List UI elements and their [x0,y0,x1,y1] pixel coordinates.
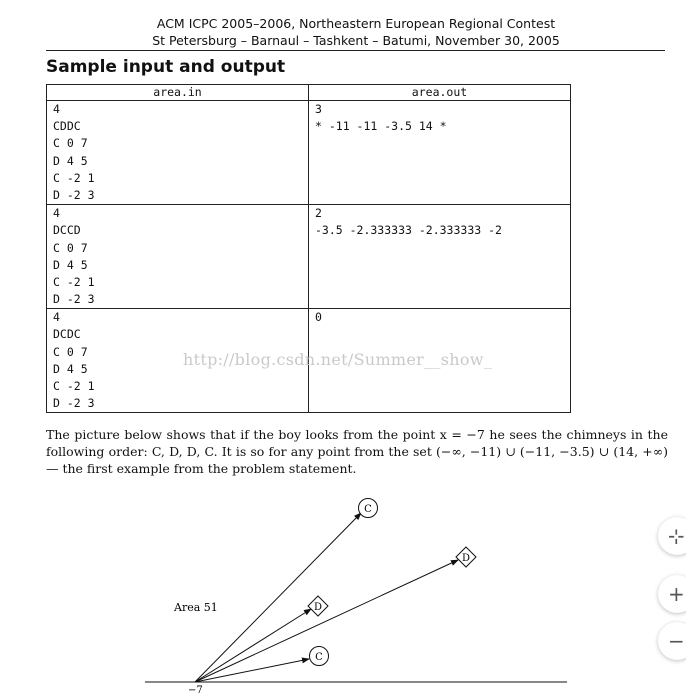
input-line: DCDC [53,327,81,342]
column-header-out: area.out [309,85,571,101]
section-title: Sample input and output [46,57,286,77]
input-line: D 4 5 [53,361,88,376]
chimney-diagram [0,488,686,700]
view-ray [195,513,361,682]
input-line: C -2 1 [53,379,95,393]
view-ray [195,609,311,682]
expand-icon: ⊹ [668,524,685,548]
input-line: C 0 7 [53,136,88,151]
marker-label: C [315,652,323,663]
plus-icon: + [668,582,685,606]
output-cell [309,205,571,309]
header-line-2: St Petersburg – Barnaul – Tashkent – Batumi, November 30, 2005 [152,33,560,48]
input-line: 4 [53,206,60,221]
chimney-d-marker [456,547,476,567]
input-line: D -2 3 [53,187,95,202]
input-line: D 4 5 [53,257,88,272]
origin-label: −7 [188,685,203,696]
input-line: C 0 7 [53,344,88,359]
input-line: DCCD [53,223,81,238]
watermark: http://blog.csdn.net/Summer__show_ [183,350,493,369]
marker-label: C [364,504,372,515]
input-line: C -2 1 [53,170,95,185]
view-ray [195,560,458,682]
output-cell [309,101,571,205]
input-line: C 0 7 [53,240,88,255]
marker-label: D [461,553,471,564]
input-cell [47,205,309,309]
input-line: C -2 1 [53,274,95,289]
input-line: 4 [53,102,60,116]
area-label: Area 51 [174,601,218,614]
chimney-c-marker [359,499,378,518]
output-line: 3 [315,102,322,116]
body-paragraph: The picture below shows that if the boy looks from the point x = −7 he sees the chimneys in the following order: C, D, D, C. It is so for any point from the set (−∞, −11) ∪ (−11, −3.5) ∪ (14, +∞) — the first example from the problem statement. [46,427,668,476]
input-line: CDDC [53,119,81,134]
output-line: 2 [315,206,322,221]
marker-label: D [313,602,323,613]
minus-icon: − [668,629,685,653]
chimney-c-marker [310,647,329,666]
output-line: -3.5 -2.333333 -2.333333 -2 [315,223,502,238]
header-line-1: ACM ICPC 2005–2006, Northeastern European Regional Contest [156,16,556,31]
table-row [47,205,571,309]
input-line: D -2 3 [53,396,95,411]
input-line: D -2 3 [53,292,95,307]
page-header [0,15,686,49]
header-rule [46,50,665,51]
output-line: 0 [315,310,322,325]
input-cell [47,101,309,205]
column-header-in: area.in [47,85,309,101]
table-row [47,101,571,205]
input-line: D 4 5 [53,153,88,168]
view-ray [195,659,309,682]
output-line: * -11 -11 -3.5 14 * [315,119,447,134]
input-line: 4 [53,310,60,325]
chimney-d-marker [308,596,328,616]
